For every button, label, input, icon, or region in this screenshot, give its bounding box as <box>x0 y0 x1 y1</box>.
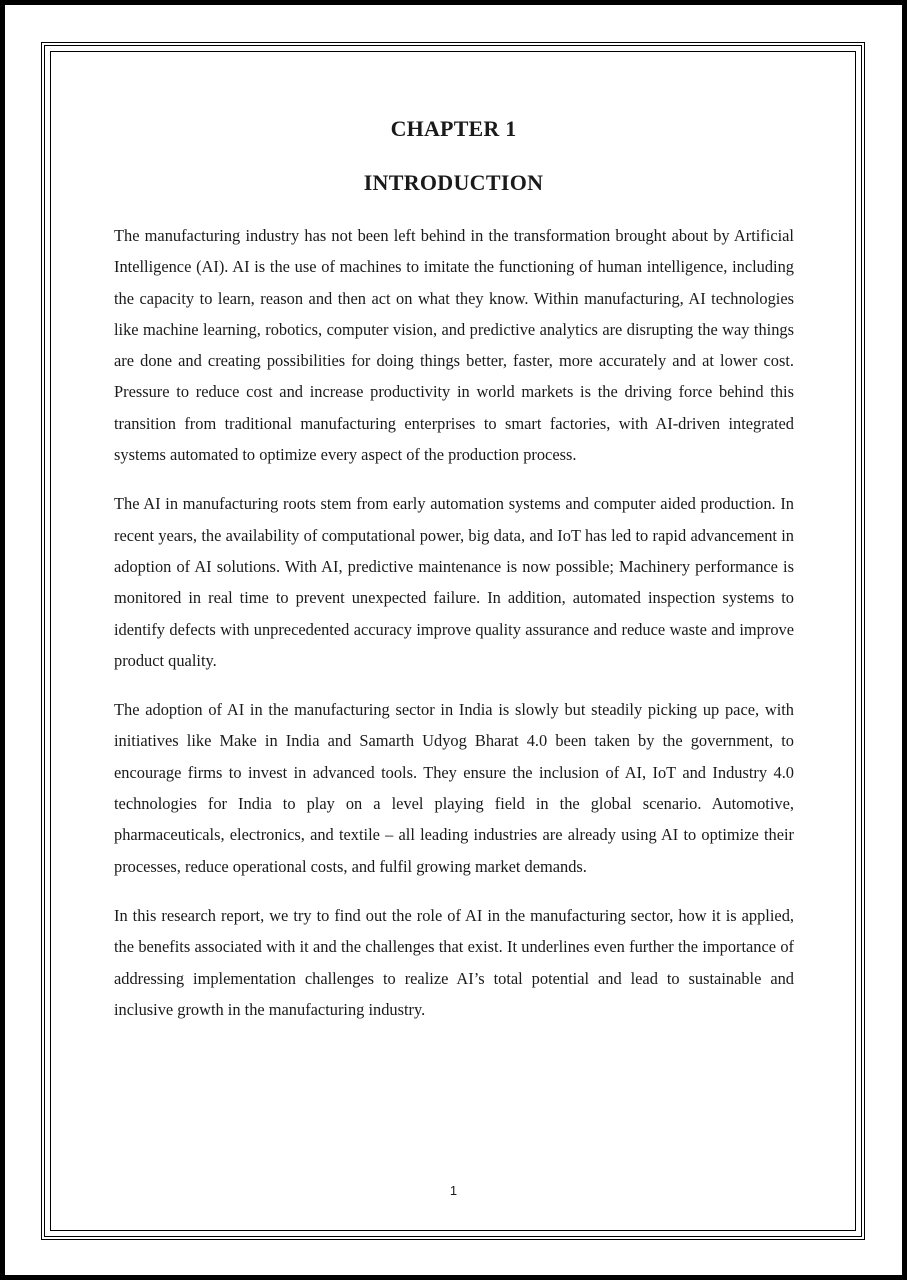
paragraph-1: The manufacturing industry has not been left behind in the transformation brought about by Artificial Intelligence (AI). AI is the use of machines to imitate the functioning of human intelligence, including the capacity to learn, reason and then act on what they know. Within manufacturing, AI technologies like machine learning, robotics, computer vision, and predictive analytics are disrupting the way things are done and creating possibilities for doing things better, faster, more accurately and at lower cost. Pressure to reduce cost and increase productivity in world markets is the driving force behind this transition from traditional manufacturing enterprises to smart factories, with AI-driven integrated systems automated to optimize every aspect of the production process. <box>114 226 794 465</box>
paragraph-2: The AI in manufacturing roots stem from early automation systems and computer aided production. In recent years, the availability of computational power, big data, and IoT has led to rapid advancement in adoption of AI solutions. With AI, predictive maintenance is now possible; Machinery performance is monitored in real time to prevent unexpected failure. In addition, automated inspection systems to identify defects with unprecedented accuracy improve quality assurance and reduce waste and improve product quality. <box>114 494 794 670</box>
body-text <box>114 220 794 1043</box>
chapter-label: CHAPTER 1 <box>390 116 517 141</box>
paragraph-3: The adoption of AI in the manufacturing sector in India is slowly but steadily picking up pace, with initiatives like Make in India and Samarth Udyog Bharat 4.0 been taken by the government, to encourage firms to invest in advanced tools. They ensure the inclusion of AI, IoT and Industry 4.0 technologies for India to play on a level playing field in the global scenario. Automotive, pharmaceuticals, electronics, and textile – all leading industries are already using AI to optimize their processes, reduce operational costs, and fulfil growing market demands. <box>114 700 794 876</box>
page-number: 1 <box>449 1183 458 1198</box>
paragraph-4: In this research report, we try to find out the role of AI in the manufacturing sector, how it is applied, the benefits associated with it and the challenges that exist. It underlines even further the importance of addressing implementation challenges to realize AI’s total potential and lead to sustainable and inclusive growth in the manufacturing industry. <box>114 905 794 1019</box>
chapter-title: INTRODUCTION <box>363 170 544 195</box>
